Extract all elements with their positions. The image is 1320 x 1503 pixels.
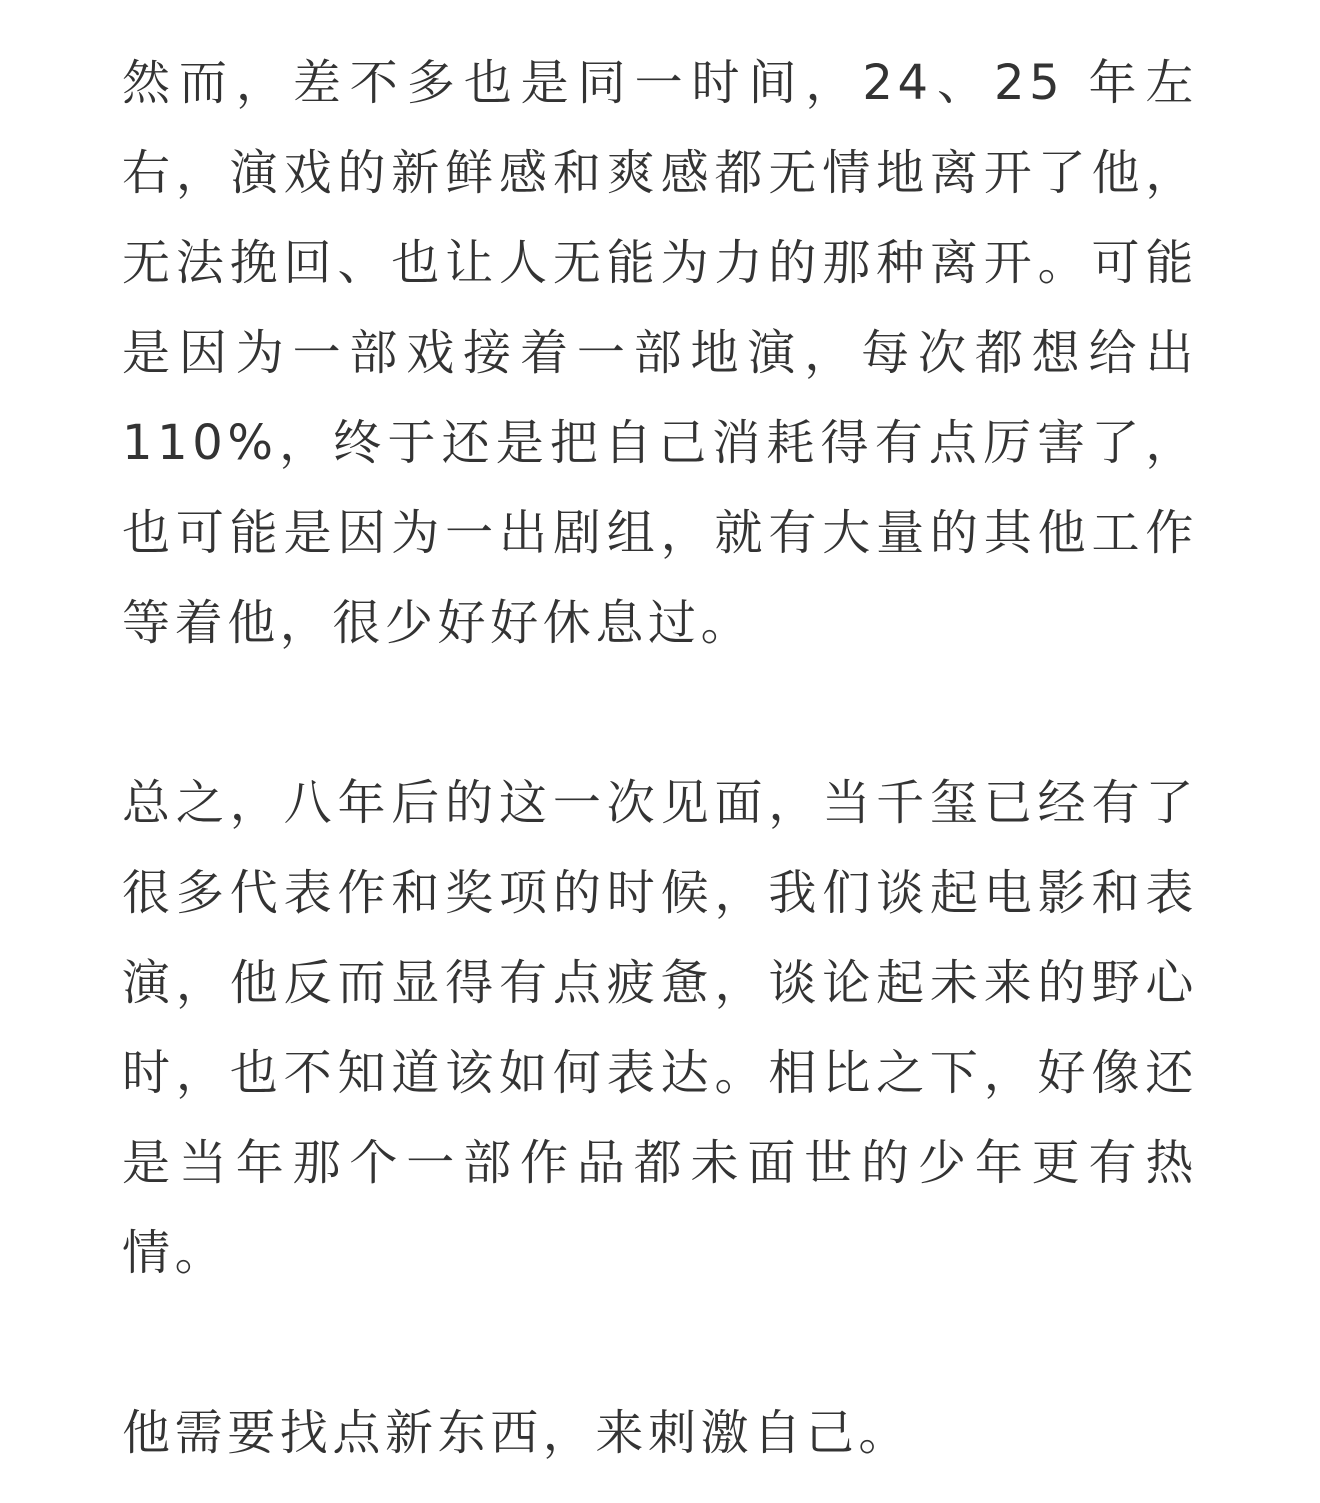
paragraph-3: 他需要找点新东西，来刺激自己。	[122, 1405, 912, 1461]
paragraph-gap	[122, 668, 1198, 758]
highlighted-quote[interactable]: 我们谈起电影和表演，他反而显得有点疲惫，谈论起未来的野心时，也不知道该如何表达。相比之下，好像还是当年那个一部作品都未面世的少年更有热情。	[122, 865, 1198, 1299]
paragraph-2	[122, 758, 1198, 1298]
paragraph-2-text: 总之，八年后的这一次见面，当千玺已经有了很多代表作和奖项的时候，	[122, 775, 1198, 921]
paragraph-gap	[122, 1298, 1198, 1388]
paragraph-1: 然而，差不多也是同一时间，24、25 年左右，演戏的新鲜感和爽感都无情地离开了他，无法挽回、也让人无能为力的那种离开。可能是因为一部戏接着一部地演，每次都想给出 110%，终于还是把自己消耗得有点厉害了，也可能是因为一出剧组，就有大量的其他工作等着他，很少好好休息过。	[122, 55, 1198, 651]
article-body	[122, 38, 1198, 1478]
